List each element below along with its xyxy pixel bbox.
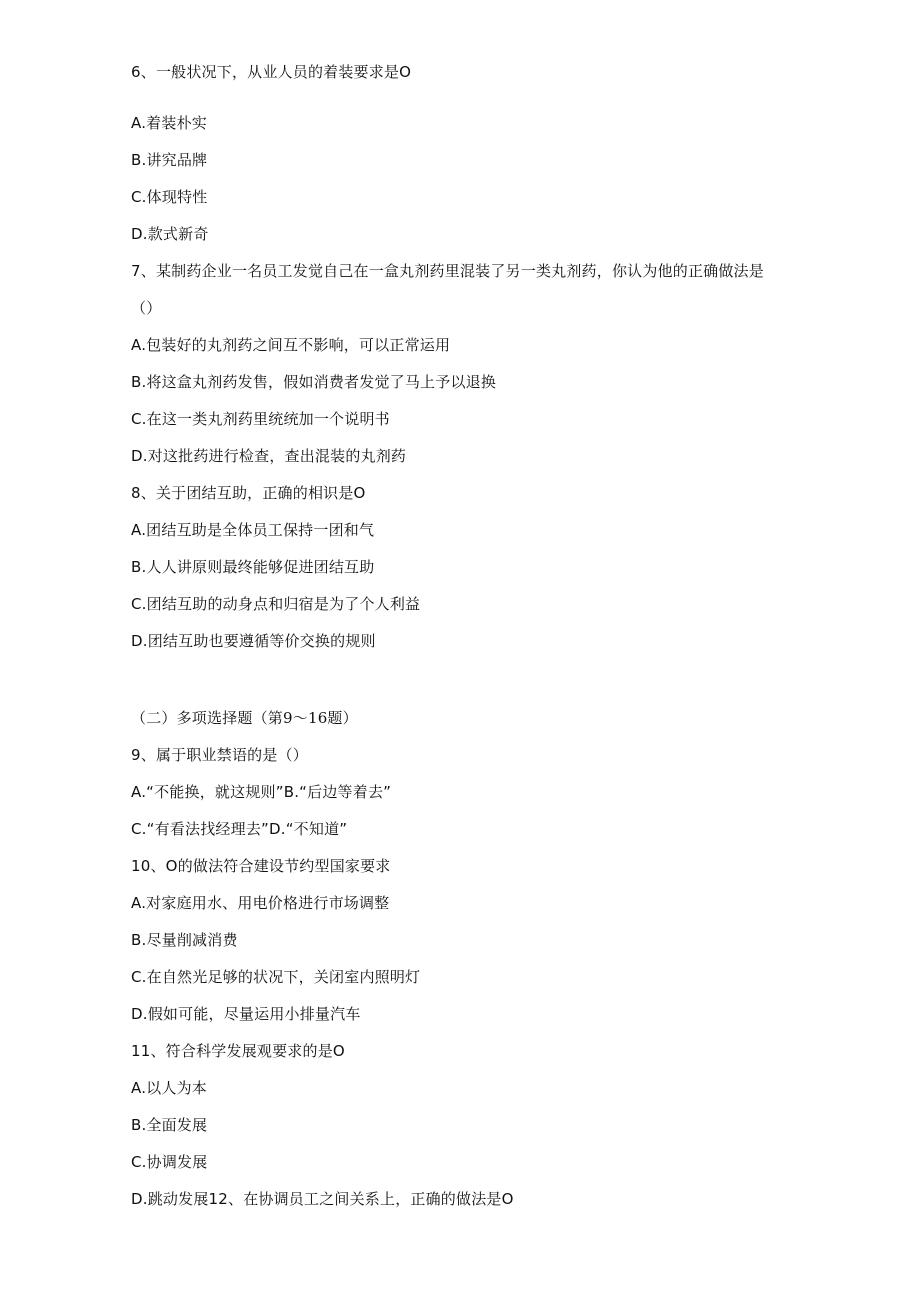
question-6-option-c: C.体现特性 bbox=[131, 188, 208, 206]
question-9-stem: 9、属于职业禁语的是（） bbox=[131, 746, 308, 764]
question-11-option-a: A.以人为本 bbox=[131, 1079, 207, 1097]
question-8-option-d: D.团结互助也要遵循等价交换的规则 bbox=[131, 632, 376, 650]
question-7-option-d: D.对这批药进行检查，查出混装的丸剂药 bbox=[131, 447, 407, 465]
question-7-option-b: B.将这盒丸剂药发售，假如消费者发觉了马上予以退换 bbox=[131, 373, 497, 391]
question-6-option-d: D.款式新奇 bbox=[131, 225, 209, 243]
question-7-stem-cont: （） bbox=[131, 299, 162, 317]
question-10-option-d: D.假如可能，尽量运用小排量汽车 bbox=[131, 1005, 361, 1023]
question-11-stem: 11、符合科学发展观要求的是O bbox=[131, 1042, 345, 1060]
question-8-option-c: C.团结互助的动身点和归宿是为了个人利益 bbox=[131, 595, 421, 613]
question-6-stem: 6、一般状况下，从业人员的着装要求是O bbox=[131, 63, 412, 81]
question-10-stem: 10、O的做法符合建设节约型国家要求 bbox=[131, 857, 391, 875]
question-6-option-a: A.着装朴实 bbox=[131, 114, 207, 132]
question-10-option-a: A.对家庭用水、用电价格进行市场调整 bbox=[131, 894, 390, 912]
question-7-stem: 7、某制药企业一名员工发觉自己在一盒丸剂药里混装了另一类丸剂药，你认为他的正确做法是 bbox=[131, 262, 764, 280]
section-heading: （二）多项选择题（第9～16题） bbox=[131, 709, 358, 727]
question-10-option-c: C.在自然光足够的状况下，关闭室内照明灯 bbox=[131, 968, 421, 986]
question-8-stem: 8、关于团结互助，正确的相识是O bbox=[131, 484, 366, 502]
question-8-option-b: B.人人讲原则最终能够促进团结互助 bbox=[131, 558, 375, 576]
question-11-option-d: D.跳动发展12、在协调员工之间关系上，正确的做法是O bbox=[131, 1190, 514, 1208]
question-11-option-c: C.协调发展 bbox=[131, 1153, 208, 1171]
question-6-option-b: B.讲究品牌 bbox=[131, 151, 208, 169]
question-11-option-b: B.全面发展 bbox=[131, 1116, 208, 1134]
question-7-option-c: C.在这一类丸剂药里统统加一个说明书 bbox=[131, 410, 390, 428]
question-10-option-b: B.尽量削减消费 bbox=[131, 931, 238, 949]
question-7-option-a: A.包装好的丸剂药之间互不影响，可以正常运用 bbox=[131, 336, 451, 354]
question-9-options-cd: C.“有看法找经理去”D.“不知道” bbox=[131, 820, 348, 838]
question-9-options-ab: A.“不能换，就这规则”B.“后边等着去” bbox=[131, 783, 392, 801]
question-8-option-a: A.团结互助是全体员工保持一团和气 bbox=[131, 521, 375, 539]
